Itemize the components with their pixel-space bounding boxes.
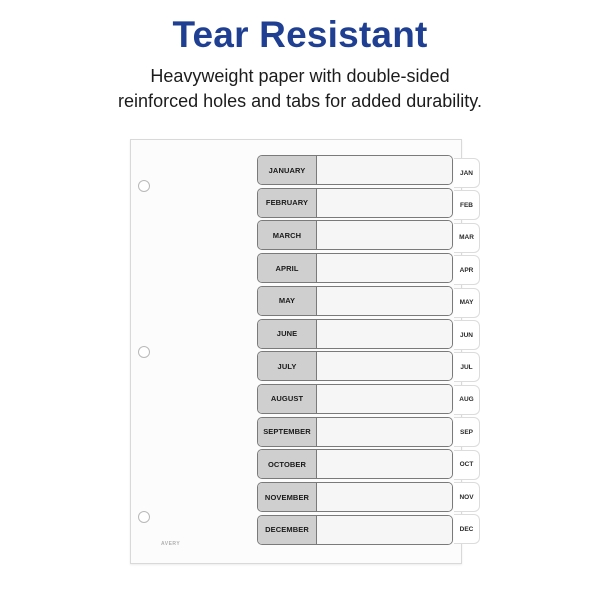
- toc-row-july: [257, 351, 453, 381]
- toc-write-area: [317, 320, 452, 348]
- toc-month-label: SEPTEMBER: [258, 418, 317, 446]
- toc-row-november: [257, 482, 453, 512]
- toc-month-label: MARCH: [258, 221, 317, 249]
- tab-feb: FEB: [454, 190, 480, 220]
- tab-jul: JUL: [454, 352, 480, 382]
- toc-month-label: APRIL: [258, 254, 317, 282]
- tab-jun: JUN: [454, 320, 480, 350]
- punch-hole-bottom: [138, 511, 150, 523]
- toc-month-label: NOVEMBER: [258, 483, 317, 511]
- toc-month-label: JUNE: [258, 320, 317, 348]
- toc-write-area: [317, 189, 452, 217]
- toc-write-area: [317, 418, 452, 446]
- toc-row-september: [257, 417, 453, 447]
- subheadline-line-2: reinforced holes and tabs for added durability.: [118, 91, 482, 111]
- punch-hole-middle: [138, 346, 150, 358]
- toc-write-area: [317, 287, 452, 315]
- toc-write-area: [317, 483, 452, 511]
- toc-month-label: MAY: [258, 287, 317, 315]
- tab-nov: NOV: [454, 482, 480, 512]
- punch-hole-top: [138, 180, 150, 192]
- tab-jan: JAN: [454, 158, 480, 188]
- toc-write-area: [317, 221, 452, 249]
- toc-write-area: [317, 450, 452, 478]
- tab-dec: DEC: [454, 514, 480, 544]
- toc-row-january: [257, 155, 453, 185]
- toc-write-area: [317, 254, 452, 282]
- toc-row-june: [257, 319, 453, 349]
- toc-month-label: JANUARY: [258, 156, 317, 184]
- tab-aug: AUG: [454, 385, 480, 415]
- subheadline-line-1: Heavyweight paper with double-sided: [150, 66, 450, 86]
- toc-row-october: [257, 449, 453, 479]
- tab-mar: MAR: [454, 223, 480, 253]
- toc-month-label: AUGUST: [258, 385, 317, 413]
- toc-write-area: [317, 516, 452, 544]
- headline: Tear Resistant: [172, 14, 428, 55]
- subheadline: [0, 64, 600, 114]
- tab-sep: SEP: [454, 417, 480, 447]
- toc-row-may: [257, 286, 453, 316]
- toc-write-area: [317, 385, 452, 413]
- tab-may: MAY: [454, 288, 480, 318]
- toc-row-february: [257, 188, 453, 218]
- tab-apr: APR: [454, 255, 480, 285]
- toc-month-label: FEBRUARY: [258, 189, 317, 217]
- toc-write-area: [317, 156, 452, 184]
- tab-oct: OCT: [454, 450, 480, 480]
- toc-row-december: [257, 515, 453, 545]
- toc-month-label: JULY: [258, 352, 317, 380]
- toc-row-august: [257, 384, 453, 414]
- toc-row-april: [257, 253, 453, 283]
- toc-row-march: [257, 220, 453, 250]
- toc-write-area: [317, 352, 452, 380]
- toc-month-label: OCTOBER: [258, 450, 317, 478]
- avery-logo: AVERY: [161, 541, 181, 547]
- toc-month-label: DECEMBER: [258, 516, 317, 544]
